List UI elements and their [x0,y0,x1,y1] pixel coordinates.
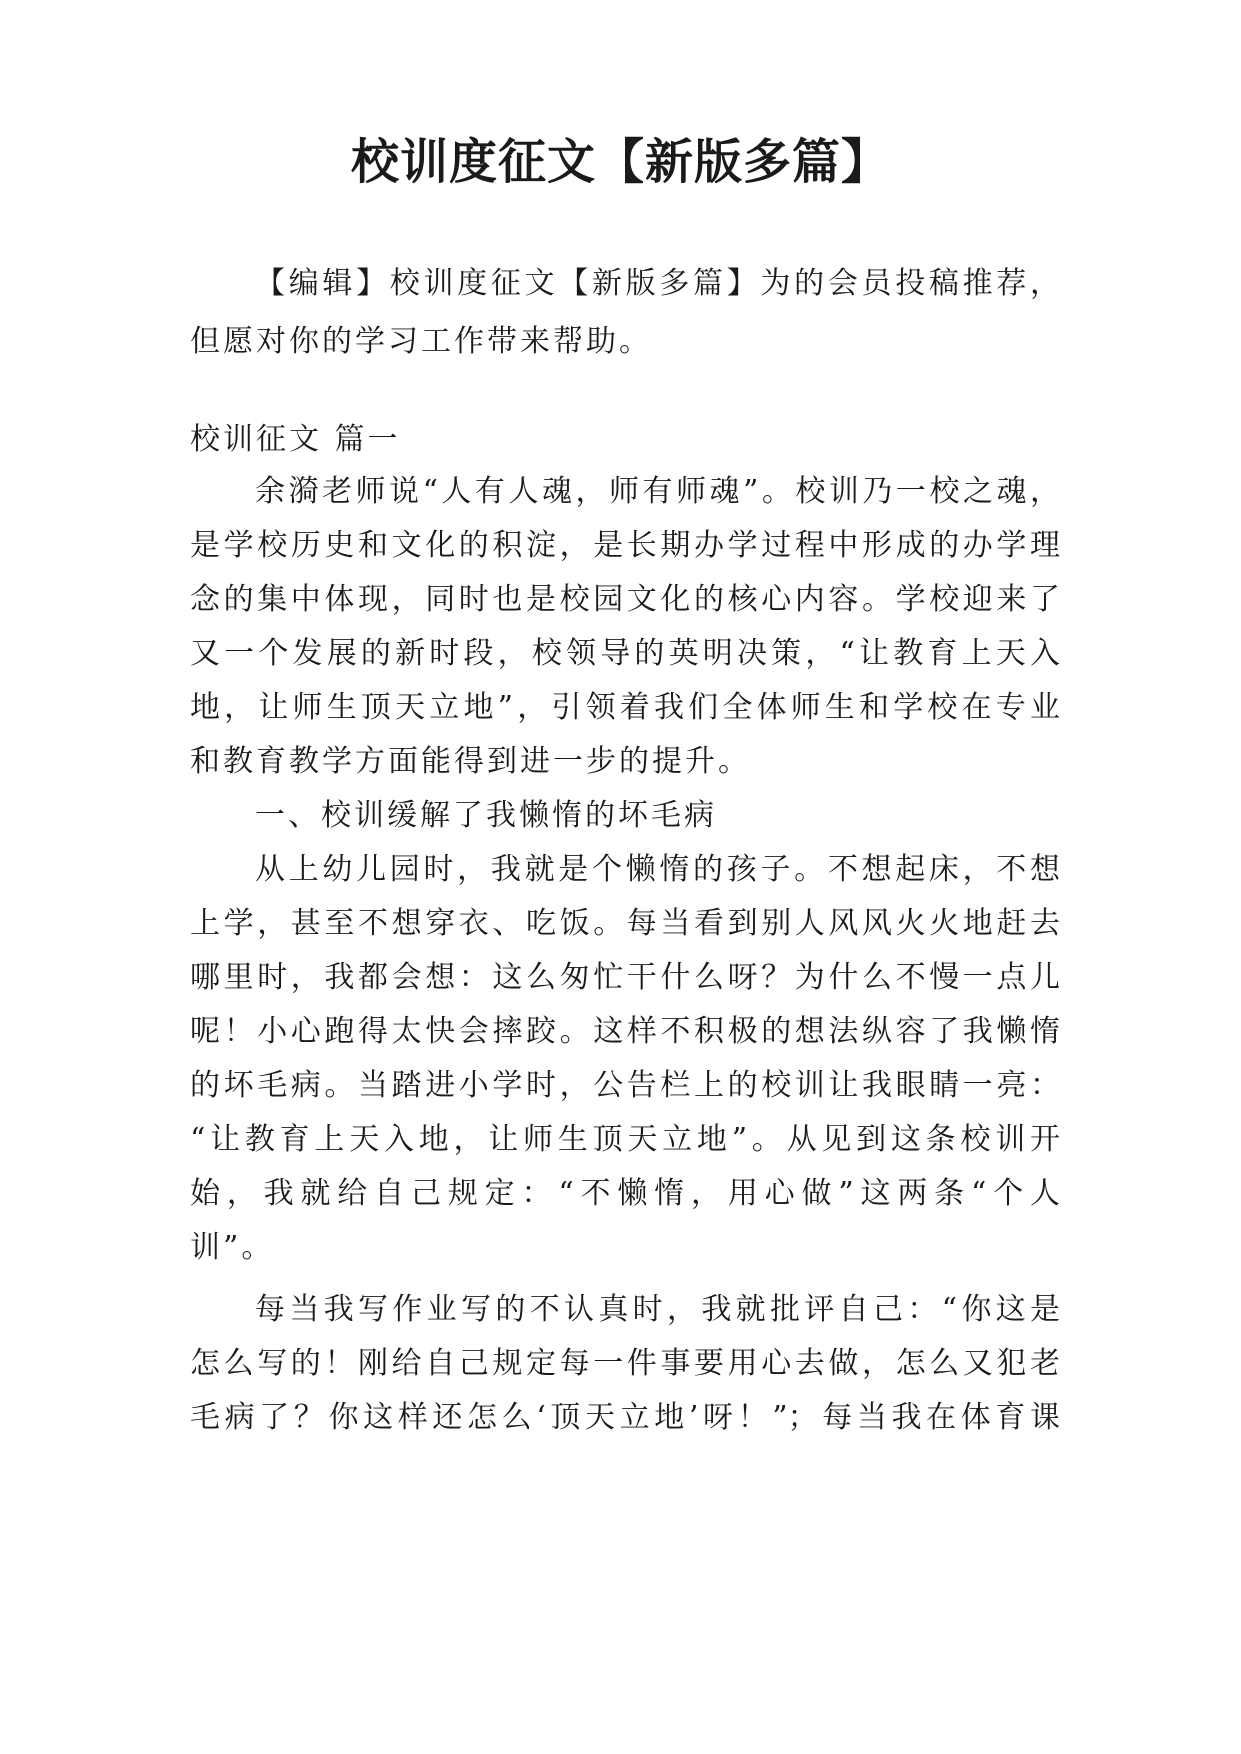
section-heading: 校训征文 篇一 [190,422,401,457]
paragraph-line: 和教育教学方面能得到进一步的提升。 [190,744,751,779]
paragraph-line: 呢！小心跑得太快会摔跤。这样不积极的想法纵容了我懒惰 [190,1014,1060,1049]
paragraph-line: 余漪老师说“人有人魂，师有师魂”。校训乃一校之魂， [255,474,1060,509]
intro-line: 【编辑】校训度征文【新版多篇】为的会员投稿推荐， [255,266,1060,301]
paragraph-line: 的坏毛病。当踏进小学时，公告栏上的校训让我眼睛一亮： [190,1068,1060,1103]
document-title: 校训度征文【新版多篇】 [350,134,890,190]
paragraph-line: 始，我就给自己规定：“不懒惰，用心做”这两条“个人 [190,1176,1060,1211]
paragraph-line: “让教育上天入地，让师生顶天立地”。从见到这条校训开 [190,1122,1060,1157]
paragraph-line: 毛病了？你这样还怎么‘顶天立地’呀！”；每当我在体育课 [190,1400,1060,1435]
paragraph-line: 又一个发展的新时段，校领导的英明决策，“让教育上天入 [190,636,1060,671]
paragraph-line: 每当我写作业写的不认真时，我就批评自己：“你这是 [255,1292,1060,1327]
paragraph-line: 念的集中体现，同时也是校园文化的核心内容。学校迎来了 [190,582,1060,617]
paragraph-line: 哪里时，我都会想：这么匆忙干什么呀？为什么不慢一点儿 [190,960,1060,995]
subheading: 一、校训缓解了我懒惰的坏毛病 [255,798,717,833]
paragraph-line: 怎么写的！刚给自己规定每一件事要用心去做，怎么又犯老 [190,1346,1060,1381]
paragraph-line: 地，让师生顶天立地”，引领着我们全体师生和学校在专业 [190,690,1060,725]
intro-line: 但愿对你的学习工作带来帮助。 [190,324,652,359]
paragraph-line: 是学校历史和文化的积淀，是长期办学过程中形成的办学理 [190,528,1060,563]
paragraph-line: 上学，甚至不想穿衣、吃饭。每当看到别人风风火火地赶去 [190,906,1060,941]
paragraph-line: 从上幼儿园时，我就是个懒惰的孩子。不想起床，不想 [255,852,1060,887]
paragraph-line: 训”。 [190,1230,275,1265]
